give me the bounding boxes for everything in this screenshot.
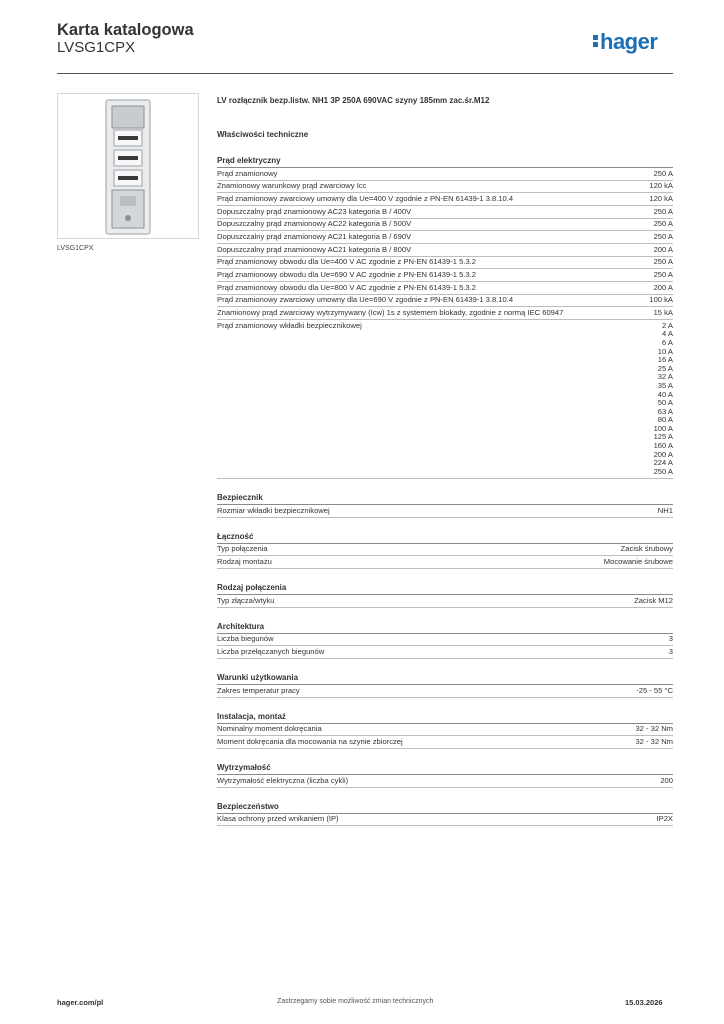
section-title: Rodzaj połączenia [217,582,673,595]
spec-row [217,282,673,295]
spec-value: 250 A [653,257,673,267]
section-title: Architektura [217,621,673,634]
section-gap [217,749,673,762]
spec-value: 32 - 32 Nm [635,736,673,746]
spec-label: Dopuszczalny prąd znamionowy AC21 kategoria B / 690V [217,232,412,242]
section-title: Bezpieczeństwo [217,801,673,814]
spec-row [217,231,673,244]
spec-row [217,556,673,569]
spec-row [217,244,673,257]
spec-label: Dopuszczalny prąd znamionowy AC21 kategoria B / 800V [217,244,412,254]
hager-logo[interactable] [593,29,657,55]
spec-label: Dopuszczalny prąd znamionowy AC22 kategoria B / 500V [217,219,412,229]
spec-label: Prąd znamionowy obwodu dla Ue=690 V AC zgodnie z PN-EN 61439-1 5.3.2 [217,270,476,280]
spec-label: Nominalny moment dokręcania [217,724,322,734]
spec-value: 200 [660,775,673,785]
section-gap [217,659,673,672]
section-gap [217,698,673,711]
spec-value: Zacisk śrubowy [620,544,673,554]
spec-row [217,219,673,232]
section-gap [217,569,673,582]
section-gap [217,479,673,492]
section-title: Instalacja, montaż [217,711,673,724]
spec-label: Znamionowy warunkowy prąd zwarciowy Icc [217,181,367,191]
spec-value: 250 A [653,270,673,280]
spec-value: -25 - 55 °C [636,685,673,695]
spec-value: 120 kA [649,194,673,204]
section-title: Bezpiecznik [217,492,673,505]
spec-row [217,685,673,698]
spec-row [217,544,673,557]
spec-content [217,96,673,826]
spec-label: Prąd znamionowy zwarciowy umowny dla Ue=690 V zgodnie z PN-EN 61439-1 3.8.10.4 [217,295,514,305]
spec-label: Rozmiar wkładki bezpiecznikowej [217,505,330,515]
spec-row [217,206,673,219]
spec-row [217,269,673,282]
spec-value: Mocowanie śrubowe [603,556,673,566]
spec-label: Klasa ochrony przed wnikaniem (IP) [217,814,339,824]
spec-label: Moment dokręcania dla mocowania na szynie zbiorczej [217,736,403,746]
logo-text: hager [600,29,658,54]
spec-value: 32 - 32 Nm [635,724,673,734]
section-title: Łączność [217,531,673,544]
spec-value: 2 A 4 A 6 A 10 A 16 A 25 A 32 A 35 A 40 A 50 A 63 A 80 A 100 A 125 A 160 A 200 A 224 A 250 A [653,320,673,476]
section-gap [217,608,673,621]
spec-value: IP2X [656,814,673,824]
section-title: Wytrzymałość [217,762,673,775]
spec-label: Prąd znamionowy obwodu dla Ue=800 V AC zgodnie z PN-EN 61439-1 5.3.2 [217,282,476,292]
spec-label: Typ połączenia [217,544,268,554]
spec-value: 250 A [653,232,673,242]
spec-row [217,595,673,608]
logo-dots-icon [593,34,598,48]
spec-row [217,646,673,659]
section-title: Warunki użytkowania [217,672,673,685]
spec-row [217,307,673,320]
spec-row [217,724,673,737]
spec-row [217,814,673,827]
spec-row [217,505,673,518]
spec-value: 200 A [653,282,673,292]
spec-row [217,193,673,206]
spec-label: Znamionowy prąd zwarciowy wytrzymywany (Icw) 1s z systemem blokady, zgodnie z normą IEC 60947 [217,308,564,318]
product-description: LV rozłącznik bezp.listw. NH1 3P 250A 690VAC szyny 185mm zac.śr.M12 [217,96,490,105]
header-divider [57,73,673,74]
spec-sections [217,155,673,826]
spec-label: Liczba biegunów [217,634,274,644]
spec-row [217,320,673,479]
spec-row [217,181,673,194]
spec-value: 250 A [653,219,673,229]
spec-value: 200 A [653,244,673,254]
spec-row [217,736,673,749]
section-title: Prąd elektryczny [217,155,673,168]
spec-value: 15 kA [653,308,673,318]
spec-row [217,168,673,181]
spec-value: Zacisk M12 [634,595,673,605]
technical-properties-title: Właściwości techniczne [217,130,309,139]
spec-value: 250 A [653,206,673,216]
image-caption: LVSG1CPX [57,245,94,252]
footer-disclaimer: Zastrzegamy sobie możliwość zmian technicznych [277,998,434,1005]
spec-label: Liczba przełączanych biegunów [217,646,325,656]
spec-value: NH1 [657,505,673,515]
spec-value: 3 [668,634,673,644]
product-code: LVSG1CPX [57,39,136,56]
spec-label: Dopuszczalny prąd znamionowy AC23 kategoria B / 400V [217,206,412,216]
product-image [57,93,199,239]
spec-row [217,295,673,308]
section-gap [217,788,673,801]
spec-row [217,634,673,647]
spec-label: Prąd znamionowy zwarciowy umowny dla Ue=400 V zgodnie z PN-EN 61439-1 3.8.10.4 [217,194,514,204]
spec-label: Wytrzymałość elektryczna (liczba cykli) [217,775,349,785]
document-title: Karta katalogowa [57,21,194,39]
spec-value: 250 A [653,168,673,178]
spec-row [217,257,673,270]
section-gap [217,518,673,531]
fuse-switch-icon [58,94,198,238]
spec-value: 3 [668,646,673,656]
spec-label: Prąd znamionowy wkładki bezpiecznikowej [217,320,362,330]
spec-label: Prąd znamionowy [217,168,278,178]
footer-website-link[interactable]: hager.com/pl [57,998,104,1007]
spec-label: Zakres temperatur pracy [217,685,300,695]
footer-date: 15.03.2026 [625,998,663,1007]
spec-row [217,775,673,788]
spec-label: Typ złącza/wtyku [217,595,275,605]
spec-value: 120 kA [649,181,673,191]
spec-value: 100 kA [649,295,673,305]
spec-label: Rodzaj montażu [217,556,272,566]
spec-label: Prąd znamionowy obwodu dla Ue=400 V AC zgodnie z PN-EN 61439-1 5.3.2 [217,257,476,267]
